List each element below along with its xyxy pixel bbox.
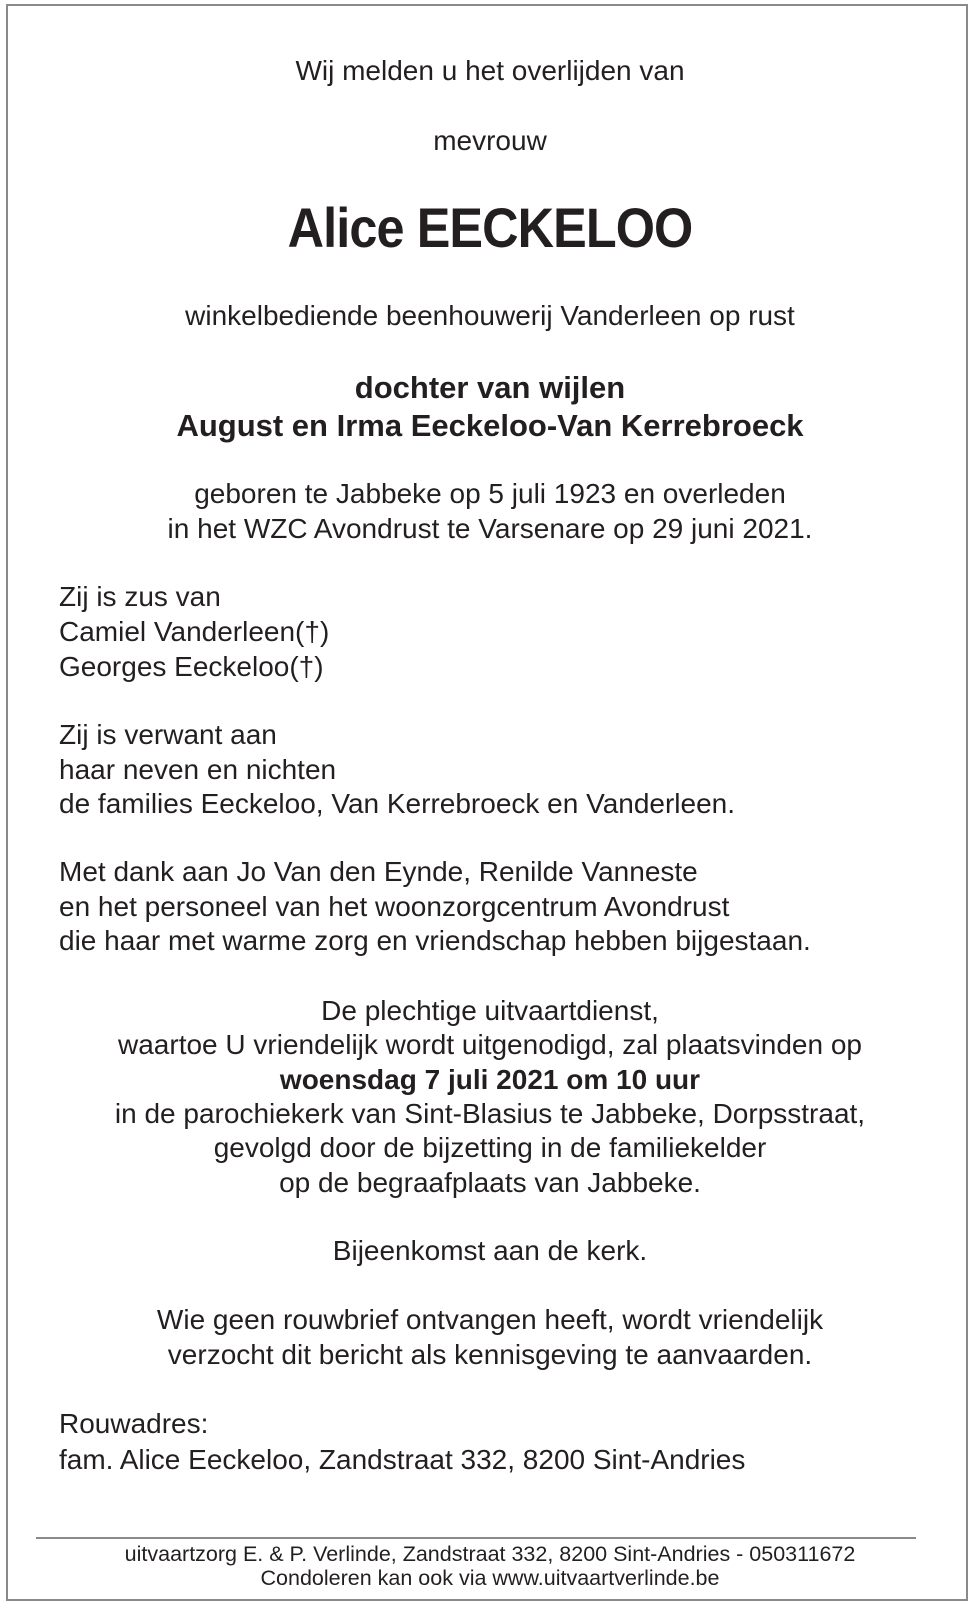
birth-death-line: geboren te Jabbeke op 5 juli 1923 en overleden xyxy=(194,478,786,509)
parents-line: August en Irma Eeckeloo-Van Kerrebroeck xyxy=(176,408,804,443)
service-line: De plechtige uitvaartdienst, xyxy=(321,995,659,1026)
service-line: gevolgd door de bijzetting in de familiekelder xyxy=(213,1132,767,1163)
honorific: mevrouw xyxy=(433,125,547,156)
birth-death-line: in het WZC Avondrust te Varsenare op 29 juni 2021. xyxy=(167,513,813,544)
occupation: winkelbediende beenhouwerij Vanderleen op rust xyxy=(185,300,795,331)
thanks-line: die haar met warme zorg en vriendschap hebben bijgestaan. xyxy=(59,925,811,956)
parents-line: dochter van wijlen xyxy=(354,370,626,405)
thanks-line: Met dank aan Jo Van den Eynde, Renilde Vanneste xyxy=(59,856,698,887)
intro-text: Wij melden u het overlijden van xyxy=(295,55,685,86)
relatives-line: de families Eeckeloo, Van Kerrebroeck en Vanderleen. xyxy=(59,788,736,819)
funeral-home-info: uitvaartzorg E. & P. Verlinde, Zandstraat 332, 8200 Sint-Andries - 050311672 xyxy=(124,1542,856,1566)
service-line: in de parochiekerk van Sint-Blasius te Jabbeke, Dorpsstraat, xyxy=(114,1098,866,1129)
siblings-line: Camiel Vanderleen(†) xyxy=(59,616,330,647)
relatives-line: haar neven en nichten xyxy=(59,754,337,785)
siblings-line: Georges Eeckeloo(†) xyxy=(59,651,324,682)
siblings-line: Zij is zus van xyxy=(59,581,221,612)
service-line: op de begraafplaats van Jabbeke. xyxy=(279,1167,701,1198)
service-line: waartoe U vriendelijk wordt uitgenodigd, zal plaatsvinden op xyxy=(118,1029,862,1060)
notice-line: verzocht dit bericht als kennisgeving te aanvaarden. xyxy=(167,1339,813,1370)
thanks-line: en het personeel van het woonzorgcentrum Avondrust xyxy=(59,891,730,922)
address-text: fam. Alice Eeckeloo, Zandstraat 332, 8200 Sint-Andries xyxy=(59,1444,746,1475)
deceased-name: Alice EECKELOO xyxy=(287,196,693,259)
service-date: woensdag 7 juli 2021 om 10 uur xyxy=(279,1064,701,1095)
notice-line: Wie geen rouwbrief ontvangen heeft, wordt vriendelijk xyxy=(156,1304,824,1335)
relatives-line: Zij is verwant aan xyxy=(59,719,277,750)
condolence-info: Condoleren kan ook via www.uitvaartverlinde.be xyxy=(260,1566,720,1590)
gathering-text: Bijeenkomst aan de kerk. xyxy=(332,1235,648,1266)
footer-divider xyxy=(36,1537,916,1539)
address-label: Rouwadres: xyxy=(59,1408,209,1439)
